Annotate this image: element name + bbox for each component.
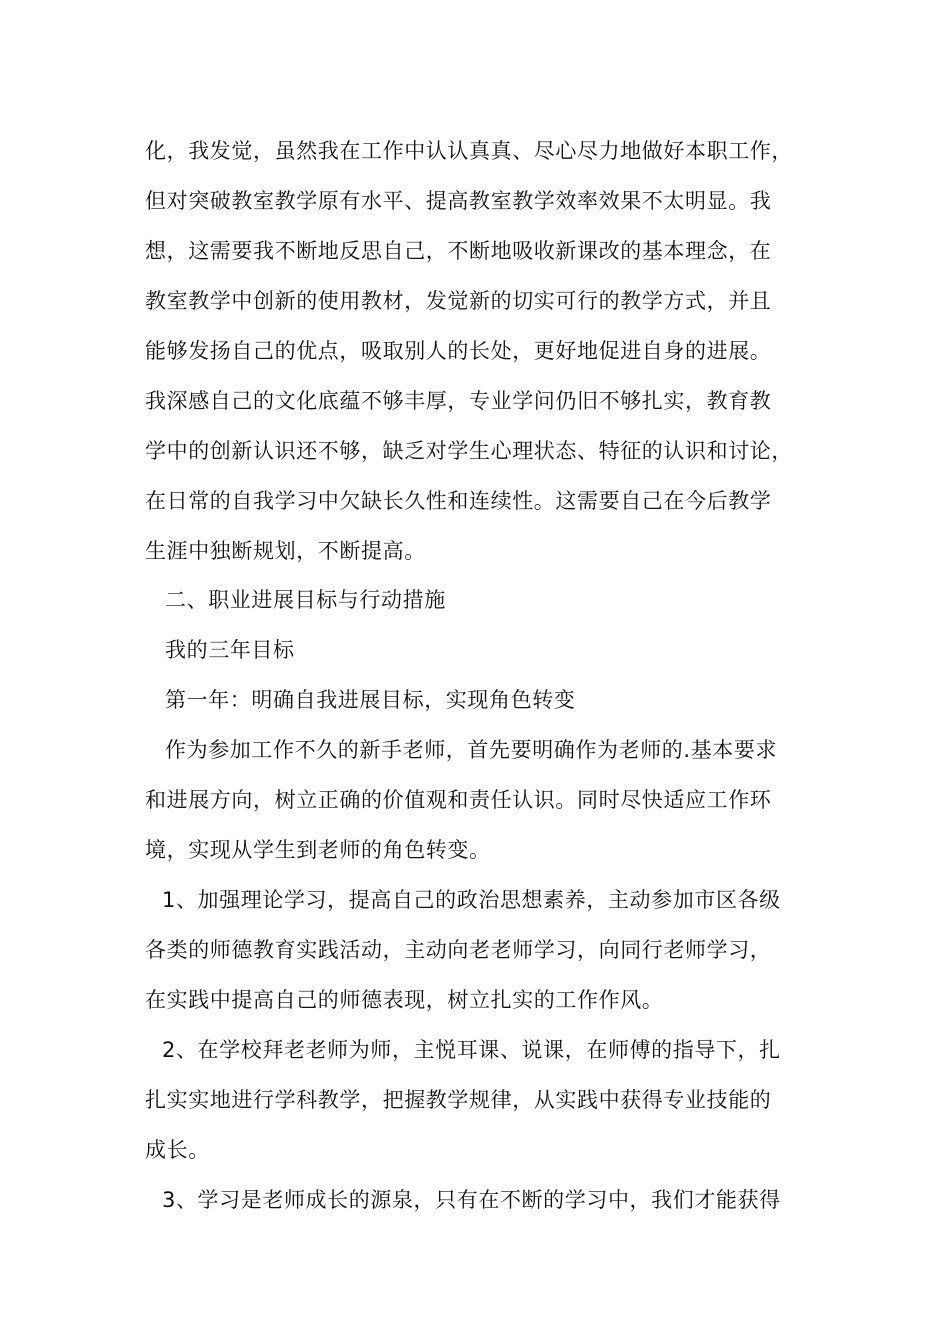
body-text-line: 境，实现从学生到老师的角色转变。 [145, 838, 491, 862]
list-item-line: 各类的师德教育实践活动，主动向老老师学习，向同行老师学习， [145, 938, 772, 962]
body-text-line: 学中的创新认识还不够，缺乏对学生心理状态、特征的认识和讨论， [145, 439, 793, 463]
year-heading: 第一年：明确自我进展目标，实现角色转变 [165, 688, 576, 712]
body-text-line: 想，这需要我不断地反思自己，不断地吸收新课改的基本理念，在 [145, 239, 772, 263]
body-text-line: 化，我发觉，虽然我在工作中认认真真、尽心尽力地做好本职工作， [145, 139, 793, 163]
body-text-line: 生涯中独断规划，不断提高。 [145, 539, 426, 563]
section-heading: 二、职业进展目标与行动措施 [165, 588, 446, 612]
list-item-line: 3、学习是老师成长的源泉，只有在不断的学习中，我们才能获得 [162, 1188, 781, 1212]
body-text-line: 在日常的自我学习中欠缺长久性和连续性。这需要自己在今后教学 [145, 489, 772, 513]
body-text-line: 能够发扬自己的优点，吸取别人的长处，更好地促进自身的进展。 [145, 339, 772, 363]
body-text-line: 但对突破教室教学原有水平、提高教室教学效率效果不太明显。我 [145, 189, 772, 213]
body-text-line: 和进展方向，树立正确的价值观和责任认识。同时尽快适应工作环 [145, 788, 772, 812]
list-item-line: 2、在学校拜老老师为师，主悦耳课、说课，在师傅的指导下，扎 [162, 1038, 781, 1062]
list-item-line: 成长。 [145, 1138, 210, 1162]
subsection-heading: 我的三年目标 [165, 638, 295, 662]
body-text-line: 作为参加工作不久的新手老师，首先要明确作为老师的.基本要求 [165, 738, 778, 762]
body-text-line: 教室教学中创新的使用教材，发觉新的切实可行的教学方式，并且 [145, 289, 772, 313]
list-item-line: 1、加强理论学习，提高自己的政治思想素养，主动参加市区各级 [162, 888, 781, 912]
list-item-line: 在实践中提高自己的师德表现，树立扎实的工作作风。 [145, 988, 664, 1012]
body-text-line: 我深感自己的文化底蕴不够丰厚，专业学问仍旧不够扎实，教育教 [145, 389, 772, 413]
list-item-line: 扎实实地进行学科教学，把握教学规律，从实践中获得专业技能的 [145, 1088, 772, 1112]
